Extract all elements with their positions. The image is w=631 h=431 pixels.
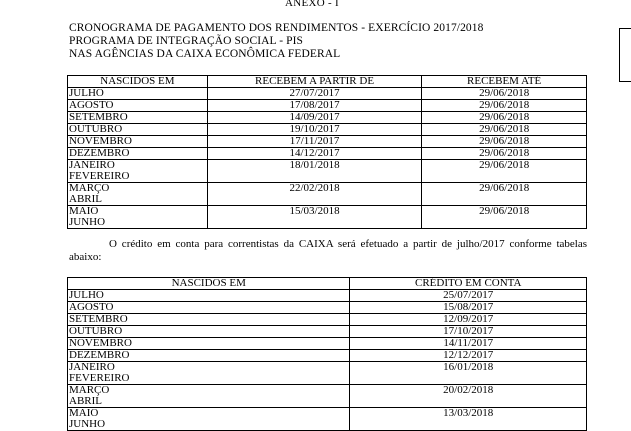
table-row xyxy=(68,362,587,385)
born-cell xyxy=(68,100,208,112)
born-month: ABRIL xyxy=(69,395,102,407)
born-cell xyxy=(68,302,350,314)
table-row xyxy=(68,160,587,183)
heading-line-3: NAS AGÊNCIAS DA CAIXA ECONÔMICA FEDERAL xyxy=(69,48,341,60)
born-month: DEZEMBRO xyxy=(69,147,130,159)
born-cell xyxy=(68,314,350,326)
from-date-cell: 22/02/2018 xyxy=(207,183,422,206)
table-row xyxy=(68,112,587,124)
born-cell xyxy=(68,350,350,362)
table-row xyxy=(68,88,587,100)
header-from: RECEBEM A PARTIR DE xyxy=(207,76,422,88)
born-month: JUNHO xyxy=(69,418,106,430)
born-cell xyxy=(68,206,208,229)
account-credit-table xyxy=(67,277,587,431)
born-month: JANEIRO xyxy=(69,361,115,373)
born-month: MAIO xyxy=(69,205,99,217)
born-month: MARÇO xyxy=(69,182,110,194)
born-month: SETEMBRO xyxy=(69,313,128,325)
born-cell xyxy=(68,88,208,100)
from-date-cell: 27/07/2017 xyxy=(207,88,422,100)
born-cell xyxy=(68,183,208,206)
table-row xyxy=(68,136,587,148)
born-month: NOVEMBRO xyxy=(69,135,132,147)
until-date-cell: 29/06/2018 xyxy=(422,124,587,136)
born-month: MARÇO xyxy=(69,384,110,396)
born-cell xyxy=(68,362,350,385)
from-date-cell: 14/09/2017 xyxy=(207,112,422,124)
born-month: FEVEREIRO xyxy=(69,170,130,182)
header-born: NASCIDOS EM xyxy=(68,76,208,88)
credit-date-cell: 16/01/2018 xyxy=(350,362,587,385)
table-row xyxy=(68,290,587,302)
born-month: JULHO xyxy=(69,289,104,301)
from-date-cell: 17/08/2017 xyxy=(207,100,422,112)
born-month: OUTUBRO xyxy=(69,123,123,135)
credit-date-cell: 12/09/2017 xyxy=(350,314,587,326)
from-date-cell: 18/01/2018 xyxy=(207,160,422,183)
heading-line-1: CRONOGRAMA DE PAGAMENTO DOS RENDIMENTOS - EXERCÍCIO 2017/2018 xyxy=(69,22,484,34)
born-cell xyxy=(68,338,350,350)
born-month: ABRIL xyxy=(69,193,102,205)
annex-title: ANEXO - I xyxy=(285,0,340,9)
born-month: NOVEMBRO xyxy=(69,337,132,349)
table-header-row xyxy=(68,278,587,290)
table-row xyxy=(68,124,587,136)
header-until: RECEBEM ATÉ xyxy=(422,76,587,88)
credit-date-cell: 17/10/2017 xyxy=(350,326,587,338)
payment-schedule-table xyxy=(67,75,587,229)
born-month: FEVEREIRO xyxy=(69,372,130,384)
born-cell xyxy=(68,124,208,136)
table-row xyxy=(68,148,587,160)
table-row xyxy=(68,183,587,206)
adjacent-page-edge xyxy=(592,0,631,425)
credit-date-cell: 25/07/2017 xyxy=(350,290,587,302)
credit-date-cell: 13/03/2018 xyxy=(350,408,587,431)
born-month: OUTUBRO xyxy=(69,325,123,337)
until-date-cell: 29/06/2018 xyxy=(422,183,587,206)
born-cell xyxy=(68,326,350,338)
born-cell xyxy=(68,385,350,408)
born-month: JULHO xyxy=(69,87,104,99)
table-row xyxy=(68,338,587,350)
born-month: AGOSTO xyxy=(69,301,114,313)
table-row xyxy=(68,350,587,362)
table-row xyxy=(68,302,587,314)
from-date-cell: 19/10/2017 xyxy=(207,124,422,136)
table-row xyxy=(68,100,587,112)
header-credit: CRÉDITO EM CONTA xyxy=(350,278,587,290)
credit-date-cell: 14/11/2017 xyxy=(350,338,587,350)
from-date-cell: 17/11/2017 xyxy=(207,136,422,148)
table-header-row xyxy=(68,76,587,88)
credit-paragraph-text: O crédito em conta para correntistas da CAIXA será efetuado a partir de julho/2017 conforme tabelas abaixo: xyxy=(69,238,587,263)
credit-date-cell: 12/12/2017 xyxy=(350,350,587,362)
until-date-cell: 29/06/2018 xyxy=(422,136,587,148)
born-month: MAIO xyxy=(69,407,99,419)
born-month: DEZEMBRO xyxy=(69,349,130,361)
until-date-cell: 29/06/2018 xyxy=(422,88,587,100)
born-cell xyxy=(68,148,208,160)
table-row xyxy=(68,408,587,431)
born-cell xyxy=(68,160,208,183)
born-cell xyxy=(68,408,350,431)
adjacent-page-box xyxy=(619,28,631,82)
born-month: AGOSTO xyxy=(69,99,114,111)
born-cell xyxy=(68,112,208,124)
until-date-cell: 29/06/2018 xyxy=(422,148,587,160)
from-date-cell: 14/12/2017 xyxy=(207,148,422,160)
table-row xyxy=(68,206,587,229)
born-month: JUNHO xyxy=(69,216,106,228)
born-month: SETEMBRO xyxy=(69,111,128,123)
table-row xyxy=(68,314,587,326)
table-row xyxy=(68,385,587,408)
until-date-cell: 29/06/2018 xyxy=(422,206,587,229)
from-date-cell: 15/03/2018 xyxy=(207,206,422,229)
credit-date-cell: 15/08/2017 xyxy=(350,302,587,314)
until-date-cell: 29/06/2018 xyxy=(422,112,587,124)
born-cell xyxy=(68,136,208,148)
until-date-cell: 29/06/2018 xyxy=(422,100,587,112)
heading-line-2: PROGRAMA DE INTEGRAÇÃO SOCIAL - PIS xyxy=(69,35,304,47)
document-heading xyxy=(69,22,483,61)
born-month: JANEIRO xyxy=(69,159,115,171)
credit-paragraph xyxy=(69,238,587,264)
credit-date-cell: 20/02/2018 xyxy=(350,385,587,408)
header-born: NASCIDOS EM xyxy=(68,278,350,290)
born-cell xyxy=(68,290,350,302)
table-row xyxy=(68,326,587,338)
until-date-cell: 29/06/2018 xyxy=(422,160,587,183)
